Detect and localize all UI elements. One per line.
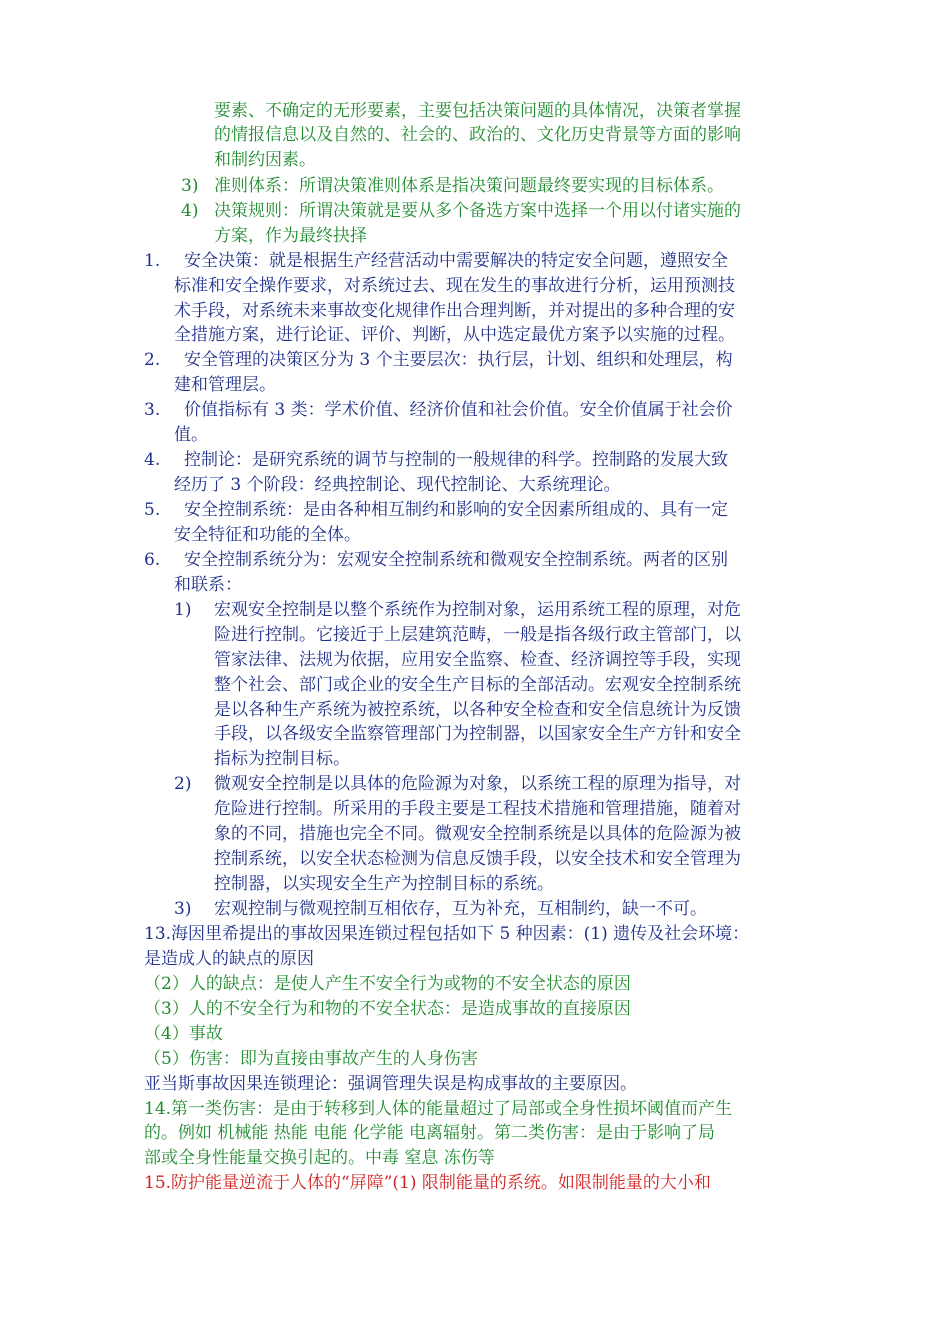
value-index-line1: 价值指标有 3 类：学术价值、经济价值和社会价值。安全价值属于社会价 — [184, 400, 733, 420]
injury-types-line1: 14.第一类伤害：是由于转移到人体的能量超过了局部或全身性损坏阈值而产生 — [144, 1099, 733, 1119]
decision-rule-text-line1: 决策规则：所谓决策就是要从多个备选方案中选择一个用以付诸实施的 — [214, 201, 741, 221]
criteria-system-text: 准则体系：所谓决策准则体系是指决策问题最终要实现的目标体系。 — [214, 176, 724, 196]
macro-control-line2: 险进行控制。它接近于上层建筑范畴，一般是指各级行政主管部门，以 — [214, 625, 741, 645]
subitem-number-2: 2) — [174, 774, 192, 794]
macro-micro-relation: 宏观控制与微观控制互相依存，互为补充，互相制约，缺一不可。 — [214, 899, 707, 919]
micro-control-line2: 危险进行控制。所采用的手段主要是工程技术措施和管理措施，随着对 — [214, 799, 741, 819]
macro-control-line7: 指标为控制目标。 — [214, 749, 350, 769]
macro-control-line3: 管家法律、法规为依据，应用安全监察、检查、经济调控等手段，实现 — [214, 650, 741, 670]
item-number-5: 5. — [144, 500, 161, 520]
adams-theory: 亚当斯事故因果连锁理论：强调管理失误是构成事故的主要原因。 — [144, 1074, 637, 1094]
factor-3: （3）人的不安全行为和物的不安全状态：是造成事故的直接原因 — [144, 999, 631, 1019]
safety-decision-line3: 术手段，对系统未来事故变化规律作出合理判断，并对提出的多种合理的安 — [174, 301, 735, 321]
subitem-number-1: 1) — [174, 600, 192, 620]
injury-types-line3: 部或全身性能量交换引起的。中毒 窒息 冻伤等 — [144, 1148, 495, 1168]
micro-control-line5: 控制器，以实现安全生产为控制目标的系统。 — [214, 874, 554, 894]
decision-elements-text-line2: 的情报信息以及自然的、社会的、政治的、文化历史背景等方面的影响 — [214, 125, 741, 145]
decision-levels-line1: 安全管理的决策区分为 3 个主要层次：执行层，计划、组织和处理层，构 — [184, 350, 733, 370]
decision-rule-text-line2: 方案，作为最终抉择 — [214, 226, 367, 246]
cybernetics-line1: 控制论：是研究系统的调节与控制的一般规律的科学。控制路的发展大致 — [184, 450, 728, 470]
macro-control-line1: 宏观安全控制是以整个系统作为控制对象，运用系统工程的原理，对危 — [214, 600, 741, 620]
factor-5: （5）伤害：即为直接由事故产生的人身伤害 — [144, 1049, 478, 1069]
item-number-6: 6. — [144, 550, 161, 570]
safety-control-system-line1: 安全控制系统：是由各种相互制约和影响的安全因素所组成的、具有一定 — [184, 500, 728, 520]
factor-2: （2）人的缺点：是使人产生不安全行为或物的不安全状态的原因 — [144, 974, 631, 994]
item-number-3: 3. — [144, 400, 161, 420]
item-number-1: 1. — [144, 251, 161, 271]
heinrich-line1: 13.海因里希提出的事故因果连锁过程包括如下 5 种因素：(1) 遗传及社会环境： — [144, 924, 750, 944]
micro-control-line4: 控制系统，以安全状态检测为信息反馈手段，以安全技术和安全管理为 — [214, 849, 741, 869]
macro-control-line5: 是以各种生产系统为被控系统，以各种安全检查和安全信息统计为反馈 — [214, 700, 741, 720]
item-number-4: 4. — [144, 450, 161, 470]
subitem-number-3: 3) — [174, 899, 192, 919]
decision-elements-text-line1: 要素、不确定的无形要素，主要包括决策问题的具体情况，决策者掌握 — [214, 101, 741, 121]
factor-4: （4）事故 — [144, 1024, 223, 1044]
value-index-line2: 值。 — [174, 425, 208, 445]
decision-levels-line2: 建和管理层。 — [174, 375, 276, 395]
cybernetics-line2: 经历了 3 个阶段：经典控制论、现代控制论、大系统理论。 — [174, 475, 621, 495]
barrier-line: 15.防护能量逆流于人体的“屏障”(1) 限制能量的系统。如限制能量的大小和 — [144, 1173, 711, 1193]
safety-decision-line1: 安全决策：就是根据生产经营活动中需要解决的特定安全问题，遵照安全 — [184, 251, 728, 271]
safety-decision-line4: 全措施方案，进行论证、评价、判断，从中选定最优方案予以实施的过程。 — [174, 325, 735, 345]
macro-control-line6: 手段，以各级安全监察管理部门为控制器，以国家安全生产方针和安全 — [214, 724, 741, 744]
micro-control-line1: 微观安全控制是以具体的危险源为对象，以系统工程的原理为指导，对 — [214, 774, 741, 794]
safety-control-system-line2: 安全特征和功能的全体。 — [174, 525, 361, 545]
list-number-4: 4) — [181, 201, 199, 221]
macro-control-line4: 整个社会、部门或企业的安全生产目标的全部活动。宏观安全控制系统 — [214, 675, 741, 695]
control-system-types-line1: 安全控制系统分为：宏观安全控制系统和微观安全控制系统。两者的区别 — [184, 550, 728, 570]
injury-types-line2: 的。例如 机械能 热能 电能 化学能 电离辐射。第二类伤害：是由于影响了局 — [144, 1123, 716, 1143]
micro-control-line3: 象的不同，措施也完全不同。微观安全控制系统是以具体的危险源为被 — [214, 824, 741, 844]
control-system-types-line2: 和联系： — [174, 575, 242, 595]
decision-elements-text-line3: 和制约因素。 — [214, 150, 316, 170]
safety-decision-line2: 标准和安全操作要求，对系统过去、现在发生的事故进行分析，运用预测技 — [174, 276, 735, 296]
list-number-3: 3) — [181, 176, 199, 196]
item-number-2: 2. — [144, 350, 161, 370]
heinrich-line2: 是造成人的缺点的原因 — [144, 949, 314, 969]
